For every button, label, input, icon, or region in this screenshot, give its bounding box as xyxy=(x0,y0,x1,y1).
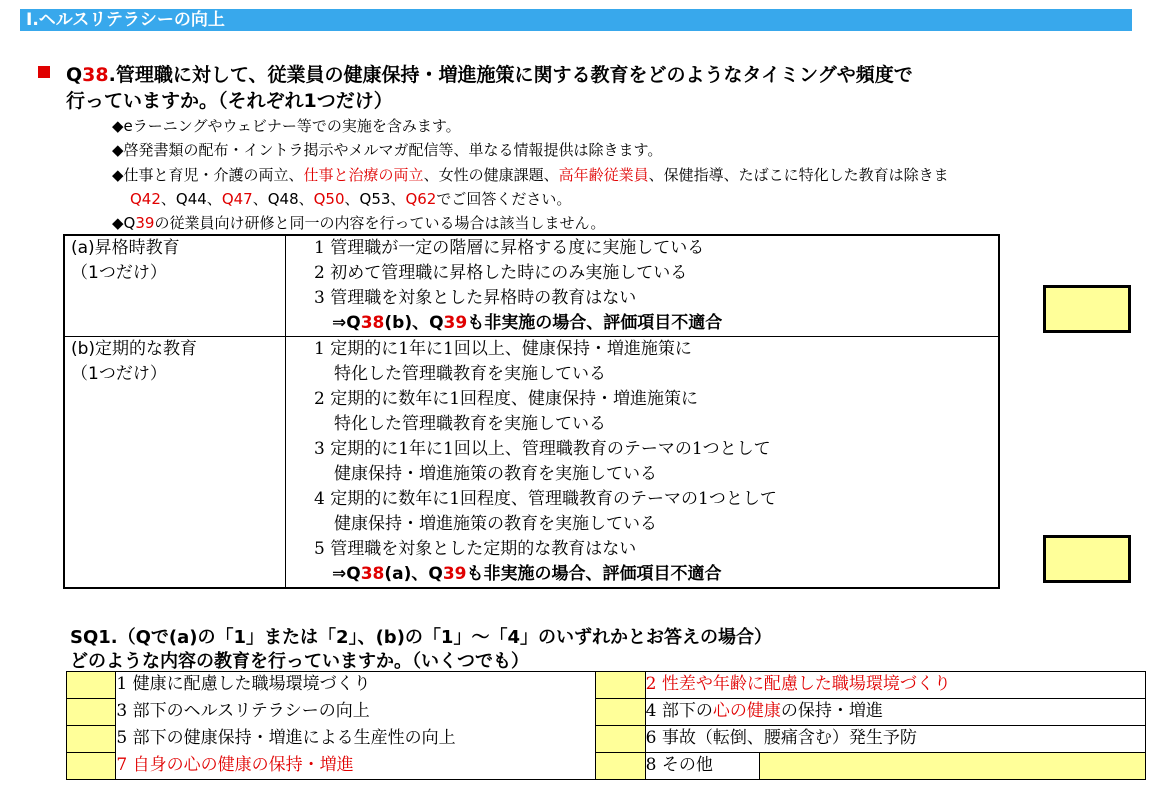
sq1-title-line2: どのような内容の教育を行っていますか。（いくつでも） xyxy=(70,651,529,672)
sq1-option-7: 7 自身の心の健康の保持・増進 xyxy=(116,753,596,780)
part-b-option-1: 1 定期的に1年に1回以上、健康保持・増進施策に xyxy=(314,339,692,359)
sq1-checkbox-8[interactable] xyxy=(596,753,645,780)
part-a-note: ⇒Q38(b)、Q39も非実施の場合、評価項目不適合 xyxy=(332,313,723,333)
sq1-option-2: 2 性差や年齢に配慮した職場環境づくり xyxy=(645,672,1145,699)
sq1-option-4: 4 部下の心の健康の保持・増進 xyxy=(645,699,1145,726)
sq1-checkbox-2[interactable] xyxy=(596,672,645,699)
part-b-label: (b)定期的な教育 xyxy=(71,339,198,359)
part-a-options-cell xyxy=(286,235,1000,337)
part-b-note: ⇒Q38(a)、Q39も非実施の場合、評価項目不適合 xyxy=(332,564,722,584)
part-a-sublabel: （1つだけ） xyxy=(71,263,167,283)
part-b-options-cell xyxy=(286,337,1000,589)
sq1-checkbox-7[interactable] xyxy=(67,753,116,780)
part-a-option-1: 1 管理職が一定の階層に昇格する度に実施している xyxy=(314,238,705,258)
part-a-answer-box[interactable] xyxy=(1043,285,1131,333)
sq1-checkbox-1[interactable] xyxy=(67,672,116,699)
part-b-option-1-cont: 特化した管理職教育を実施している xyxy=(334,364,606,384)
part-b-answer-box[interactable] xyxy=(1043,535,1131,583)
note-exclude-info: ◆啓発書類の配布・イントラ掲示やメルマガ配信等、単なる情報提供は除きます。 xyxy=(112,141,663,159)
note-exclude-topics: ◆仕事と育児・介護の両立、仕事と治療の両立、女性の健康課題、高年齢従業員、保健指導、たばこに特化した教育は除きま xyxy=(112,166,949,184)
sq1-checkbox-5[interactable] xyxy=(67,726,116,753)
part-b-option-3-cont: 健康保持・増進施策の教育を実施している xyxy=(334,464,657,484)
question-title-line1: Q38.管理職に対して、従業員の健康保持・増進施策に関する教育をどのようなタイミングや頻度で xyxy=(66,64,913,86)
sq1-other-input[interactable] xyxy=(759,753,1145,780)
sq1-option-1: 1 健康に配慮した職場環境づくり xyxy=(116,672,596,699)
part-b-label-cell xyxy=(64,337,286,589)
note-elearning: ◆eラーニングやウェビナー等での実施を含みます。 xyxy=(112,117,461,135)
sq1-option-5: 5 部下の健康保持・増進による生産性の向上 xyxy=(116,726,596,753)
part-b-option-5: 5 管理職を対象とした定期的な教育はない xyxy=(314,539,637,559)
sq1-checkbox-4[interactable] xyxy=(596,699,645,726)
question-bullet-icon xyxy=(38,66,50,78)
question-title-line2: 行っていますか。（それぞれ1つだけ） xyxy=(66,90,393,112)
note-refer-questions: Q42、Q44、Q47、Q48、Q50、Q53、Q62でご回答ください。 xyxy=(130,190,572,208)
sq1-option-6: 6 事故（転倒、腰痛含む）発生予防 xyxy=(645,726,1145,753)
part-a-option-3: 3 管理職を対象とした昇格時の教育はない xyxy=(314,288,637,308)
sq1-checkbox-3[interactable] xyxy=(67,699,116,726)
sq1-checkbox-6[interactable] xyxy=(596,726,645,753)
section-header: Ⅰ.ヘルスリテラシーの向上 xyxy=(20,9,1132,31)
q38-table xyxy=(63,234,1000,589)
part-b-option-2: 2 定期的に数年に1回程度、健康保持・増進施策に xyxy=(314,389,699,409)
sq1-option-3: 3 部下のヘルスリテラシーの向上 xyxy=(116,699,596,726)
part-b-option-4-cont: 健康保持・増進施策の教育を実施している xyxy=(334,514,657,534)
part-a-label: (a)昇格時教育 xyxy=(71,238,180,258)
sq1-option-8: 8 その他 xyxy=(645,753,759,780)
part-a-label-cell xyxy=(64,235,286,337)
sq1-table xyxy=(66,671,1146,780)
part-b-option-3: 3 定期的に1年に1回以上、管理職教育のテーマの1つとして xyxy=(314,439,771,459)
part-b-sublabel: （1つだけ） xyxy=(71,364,167,384)
sq1-title-line1: SQ1.（Qで(a)の「1」または「2」、(b)の「1」～「4」のいずれかとお答えの場合） xyxy=(70,627,772,648)
note-q39: ◆Q39の従業員向け研修と同一の内容を行っている場合は該当しません。 xyxy=(112,214,606,232)
part-a-option-2: 2 初めて管理職に昇格した時にのみ実施している xyxy=(314,263,688,283)
part-b-option-2-cont: 特化した管理職教育を実施している xyxy=(334,414,606,434)
part-b-option-4: 4 定期的に数年に1回程度、管理職教育のテーマの1つとして xyxy=(314,489,777,509)
